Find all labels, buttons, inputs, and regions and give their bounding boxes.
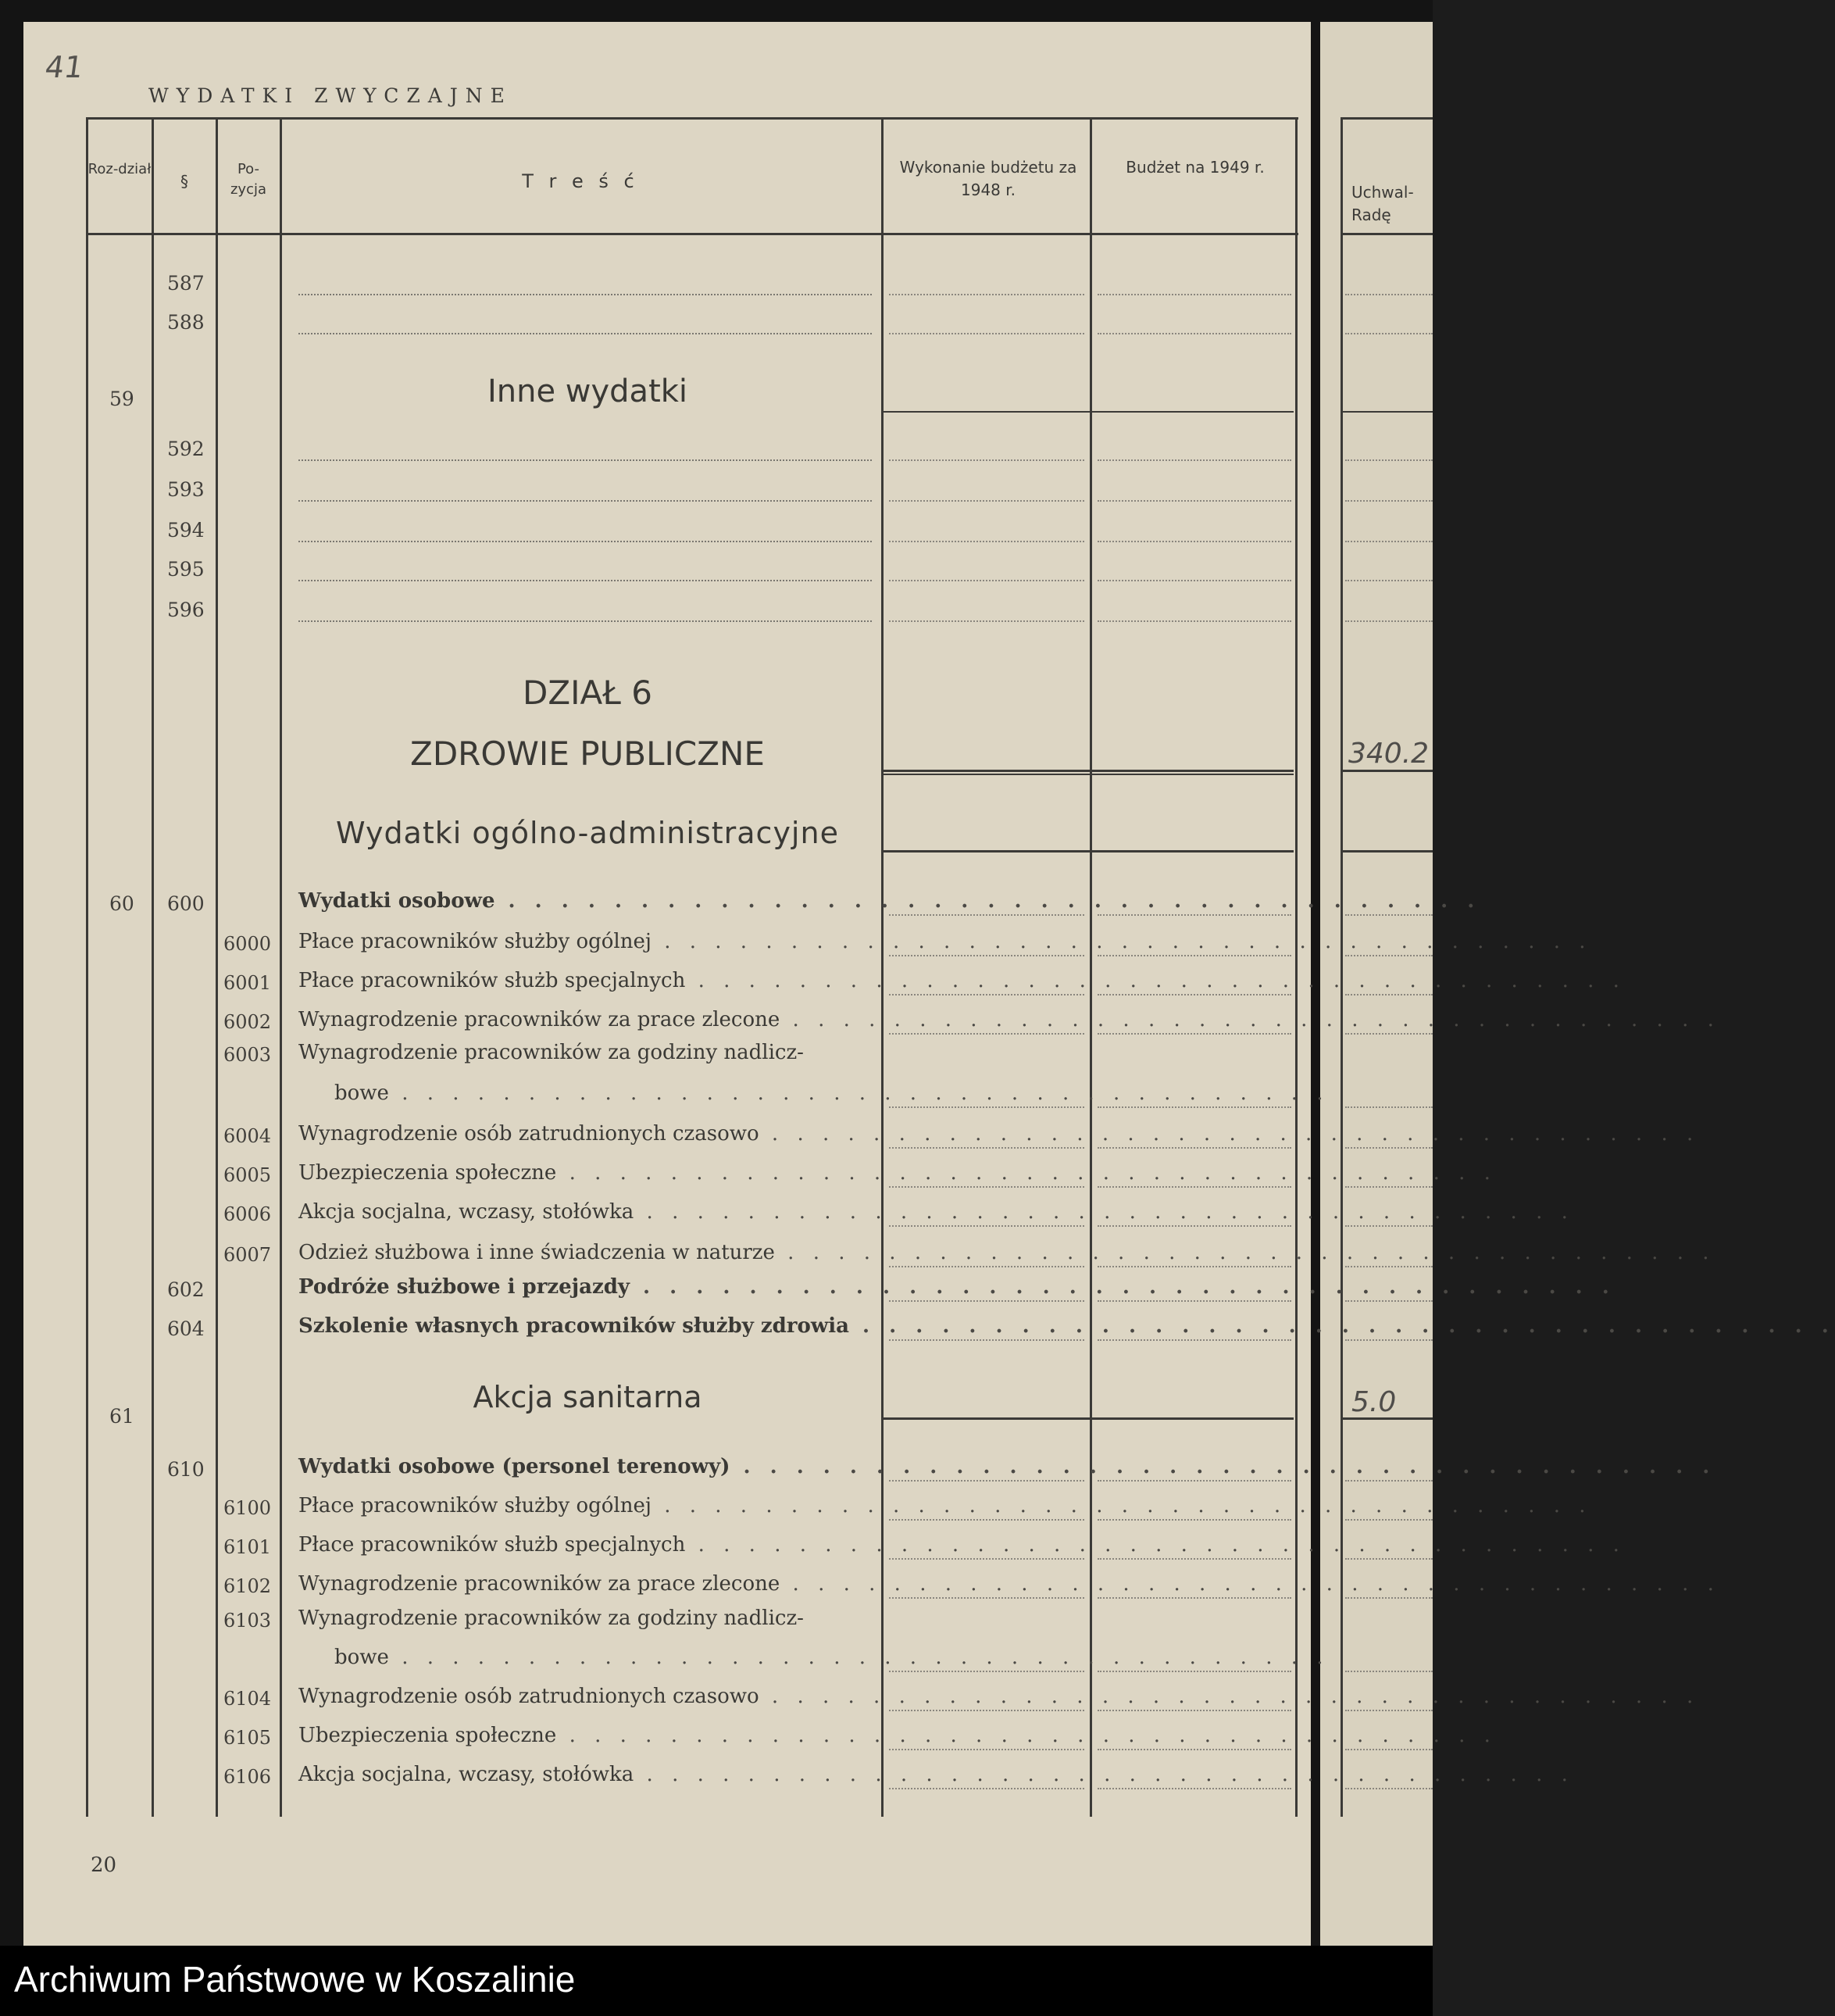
amount-dotted-line: [1345, 294, 1433, 295]
header-bottom-rule: [86, 233, 1298, 235]
amount-dotted-line: [1098, 1519, 1291, 1521]
position-number: 6103: [223, 1610, 272, 1632]
position-number: 6006: [223, 1203, 272, 1225]
amount-dotted-line: [1098, 1186, 1291, 1188]
amount-dotted-line: [1098, 1225, 1291, 1227]
amount-dotted-line: [1098, 459, 1291, 461]
amount-dotted-line: [1345, 1147, 1433, 1149]
chapter-number: 59: [109, 388, 134, 410]
amount-dotted-line: [1345, 500, 1433, 502]
table-row-label: Akcja socjalna, wczasy, stołówka . . . . . . . . . . . . . . . . . . . . . . . . . . . . . . . . . . . . .: [298, 1763, 1574, 1786]
header-budzet: Budżet na 1949 r.: [1126, 158, 1265, 177]
dotted-leader: [298, 620, 872, 622]
table-row-label: Płace pracowników służb specjalnych . . . . . . . . . . . . . . . . . . . . . . . . . . . . . . . . . . . . .: [298, 969, 1626, 992]
chapter-number: 60: [109, 892, 134, 915]
paragraph-number: 588: [167, 311, 205, 334]
table-row-label: Wydatki osobowe (personel terenowy) . . . . . . . . . . . . . . . . . . . . . . . . . . . . . . . . . . . . .: [298, 1455, 1716, 1478]
paragraph-number: 596: [167, 599, 205, 621]
amount-dotted-line: [889, 1710, 1084, 1711]
dotted-leader: [298, 333, 872, 334]
amount-dotted-line: [889, 1266, 1084, 1267]
header-tresc: T r e ś ć: [522, 170, 639, 192]
table-row-label: Podróże służbowe i przejazdy . . . . . . . . . . . . . . . . . . . . . . . . . . . . . . . . . . . . .: [298, 1275, 1615, 1299]
amount-dotted-line: [1098, 1266, 1291, 1267]
position-number: 6100: [223, 1497, 272, 1519]
amount-dotted-line: [1345, 955, 1433, 956]
amount-dotted-line: [1098, 580, 1291, 581]
position-number: 6004: [223, 1125, 272, 1147]
position-number: 6002: [223, 1011, 272, 1033]
amount-dotted-line: [1345, 1558, 1433, 1560]
amount-dotted-line: [1345, 1225, 1433, 1227]
amount-dotted-line: [889, 459, 1084, 461]
table-row-label: Wynagrodzenie pracowników za prace zlecone . . . . . . . . . . . . . . . . . . . . . . . . . . . . . . . . . . . . .: [298, 1572, 1720, 1596]
column-rule-budzet: [1295, 117, 1298, 1817]
paragraph-number: 594: [167, 519, 205, 542]
amount-dotted-line: [1345, 1300, 1433, 1302]
amount-dotted-line: [1345, 620, 1433, 622]
position-number: 6003: [223, 1044, 272, 1066]
paragraph-number: 587: [167, 272, 205, 295]
amount-dotted-line: [1345, 1519, 1433, 1521]
amount-dotted-line: [1098, 1480, 1291, 1482]
amount-dotted-line: [1345, 1339, 1433, 1341]
amount-dotted-line: [1098, 1300, 1291, 1302]
amount-dotted-line: [889, 1480, 1084, 1482]
amount-dotted-line: [1098, 1788, 1291, 1789]
amount-dotted-line: [1345, 1597, 1433, 1599]
dotted-leader: [298, 459, 872, 461]
dotted-leader: [298, 580, 872, 581]
amount-dotted-line: [889, 1339, 1084, 1341]
column-rule-paragraf: [216, 117, 218, 1817]
amount-dotted-line: [889, 500, 1084, 502]
amount-dotted-line: [889, 1106, 1084, 1108]
amount-dotted-line: [889, 1225, 1084, 1227]
amount-dotted-line: [1345, 914, 1433, 916]
amount-dotted-line: [889, 620, 1084, 622]
table-top-rule: [86, 117, 1298, 120]
section-rule: [1342, 770, 1433, 772]
table-row-label: bowe . . . . . . . . . . . . . . . . . . . . . . . . . . . . . . . . . . . . .: [334, 1081, 1330, 1105]
header-uchwal: Uchwal- Radę: [1351, 183, 1414, 224]
amount-dotted-line: [1098, 1671, 1291, 1672]
position-number: 6101: [223, 1536, 272, 1558]
column-rule-pozycja: [280, 117, 282, 1817]
amount-dotted-line: [1098, 955, 1291, 956]
position-number: 6001: [223, 972, 272, 994]
section-rule: [883, 1417, 1294, 1420]
section-heading-dzial: DZIAŁ 6: [523, 674, 652, 712]
amount-dotted-line: [1098, 1597, 1291, 1599]
handwritten-folio-number: 41: [42, 50, 86, 84]
amount-dotted-line: [1098, 1147, 1291, 1149]
paragraph-number: 610: [167, 1458, 205, 1481]
table-row-label: Płace pracowników służby ogólnej . . . . . . . . . . . . . . . . . . . . . . . . . . . . . . . . . . . . .: [298, 930, 1592, 953]
column-rule-tresc: [881, 117, 884, 1817]
header-rozdzial: Roz-dział: [87, 161, 152, 177]
paragraph-number: 600: [167, 892, 205, 915]
column-rule-left: [86, 117, 88, 1817]
amount-dotted-line: [1098, 541, 1291, 542]
section-rule: [1342, 850, 1433, 853]
amount-dotted-line: [889, 1300, 1084, 1302]
pencil-note: 5.0: [1351, 1386, 1397, 1418]
position-number: 6007: [223, 1244, 272, 1266]
amount-dotted-line: [889, 1147, 1084, 1149]
table-row-label: Wydatki osobowe . . . . . . . . . . . . . . . . . . . . . . . . . . . . . . . . . . . . .: [298, 889, 1481, 913]
section-rule: [883, 774, 1294, 775]
archive-caption: Archiwum Państwowe w Koszalinie: [14, 1959, 576, 2000]
amount-dotted-line: [1098, 1558, 1291, 1560]
amount-dotted-line: [889, 333, 1084, 334]
section-rule: [883, 850, 1294, 853]
amount-dotted-line: [889, 294, 1084, 295]
section-heading-inne: Inne wydatki: [487, 374, 688, 409]
position-number: 6000: [223, 933, 272, 955]
section-rule: [883, 411, 1294, 413]
table-row-label: Wynagrodzenie osób zatrudnionych czasowo . . . . . . . . . . . . . . . . . . . . . . . . . . . . . . . . . . . . .: [298, 1685, 1700, 1708]
amount-dotted-line: [1098, 500, 1291, 502]
header-wykonanie: Wykonanie budżetu za 1948 r.: [899, 158, 1077, 199]
page-number: 20: [91, 1853, 117, 1877]
section-rule: [883, 770, 1294, 772]
table-row-label: Wynagrodzenie osób zatrudnionych czasowo . . . . . . . . . . . . . . . . . . . . . . . . . . . . . . . . . . . . .: [298, 1122, 1700, 1146]
table-row-label: Odzież służbowa i inne świadczenia w naturze . . . . . . . . . . . . . . . . . . . . . . . . . . . . . . . . . . . . .: [298, 1241, 1715, 1264]
amount-dotted-line: [1098, 294, 1291, 295]
amount-dotted-line: [889, 914, 1084, 916]
paragraph-number: 602: [167, 1278, 205, 1301]
table-row-label: bowe . . . . . . . . . . . . . . . . . . . . . . . . . . . . . . . . . . . . .: [334, 1646, 1330, 1669]
amount-dotted-line: [889, 541, 1084, 542]
column-rule-rozdzial: [152, 117, 154, 1817]
column-rule-wykonanie: [1090, 117, 1092, 1817]
paragraph-number: 604: [167, 1317, 205, 1340]
amount-dotted-line: [1345, 1186, 1433, 1188]
chapter-number: 61: [109, 1405, 134, 1428]
amount-dotted-line: [889, 1033, 1084, 1035]
amount-dotted-line: [1345, 1671, 1433, 1672]
table-row-label: Szkolenie własnych pracowników służby zdrowia . . . . . . . . . . . . . . . . . . . . . . . . . . . . . . . . . . . . .: [298, 1314, 1835, 1338]
next-page-top-rule: [1341, 117, 1433, 120]
amount-dotted-line: [1345, 1033, 1433, 1035]
table-row-label: Ubezpieczenia społeczne . . . . . . . . . . . . . . . . . . . . . . . . . . . . . . . . . . . . .: [298, 1161, 1497, 1185]
amount-dotted-line: [1345, 541, 1433, 542]
paragraph-number: 593: [167, 478, 205, 501]
amount-dotted-line: [1098, 994, 1291, 995]
table-row-label: Akcja socjalna, wczasy, stołówka . . . . . . . . . . . . . . . . . . . . . . . . . . . . . . . . . . . . .: [298, 1200, 1574, 1224]
archive-caption-bar: [0, 1946, 1433, 2016]
amount-dotted-line: [1345, 1710, 1433, 1711]
header-paragraf: §: [180, 172, 188, 191]
amount-dotted-line: [1098, 914, 1291, 916]
amount-dotted-line: [1345, 580, 1433, 581]
paragraph-number: 595: [167, 558, 205, 581]
position-number: 6102: [223, 1575, 272, 1597]
position-number: 6104: [223, 1688, 272, 1710]
amount-dotted-line: [889, 955, 1084, 956]
table-row-label: Wynagrodzenie pracowników za godziny nadlicz-: [298, 1607, 804, 1630]
table-row-label: Wynagrodzenie pracowników za prace zlecone . . . . . . . . . . . . . . . . . . . . . . . . . . . . . . . . . . . . .: [298, 1008, 1720, 1031]
table-row-label: Wynagrodzenie pracowników za godziny nadlicz-: [298, 1041, 804, 1064]
amount-dotted-line: [1345, 1749, 1433, 1750]
amount-dotted-line: [889, 580, 1084, 581]
dotted-leader: [298, 294, 872, 295]
amount-dotted-line: [1098, 1339, 1291, 1341]
amount-dotted-line: [889, 1186, 1084, 1188]
amount-dotted-line: [889, 1788, 1084, 1789]
amount-dotted-line: [1345, 994, 1433, 995]
position-number: 6105: [223, 1727, 272, 1749]
amount-dotted-line: [1345, 459, 1433, 461]
amount-dotted-line: [1345, 333, 1433, 334]
table-row-label: Ubezpieczenia społeczne . . . . . . . . . . . . . . . . . . . . . . . . . . . . . . . . . . . . .: [298, 1724, 1497, 1747]
paragraph-number: 592: [167, 438, 205, 460]
amount-dotted-line: [1098, 1749, 1291, 1750]
amount-dotted-line: [889, 1519, 1084, 1521]
pencil-note: 340.2: [1348, 738, 1430, 770]
column-rule-next-page: [1341, 117, 1343, 1817]
amount-dotted-line: [1098, 1106, 1291, 1108]
table-row-label: Płace pracowników służb specjalnych . . . . . . . . . . . . . . . . . . . . . . . . . . . . . . . . . . . . .: [298, 1533, 1626, 1557]
amount-dotted-line: [1098, 1033, 1291, 1035]
amount-dotted-line: [889, 1558, 1084, 1560]
amount-dotted-line: [1098, 1710, 1291, 1711]
amount-dotted-line: [1098, 620, 1291, 622]
amount-dotted-line: [889, 1671, 1084, 1672]
section-heading-zdrowie: ZDROWIE PUBLICZNE: [410, 735, 765, 773]
section-heading-akcja: Akcja sanitarna: [473, 1380, 702, 1414]
dotted-leader: [298, 500, 872, 502]
amount-dotted-line: [1345, 1266, 1433, 1267]
amount-dotted-line: [889, 1597, 1084, 1599]
amount-dotted-line: [1098, 333, 1291, 334]
amount-dotted-line: [1345, 1480, 1433, 1482]
position-number: 6005: [223, 1164, 272, 1186]
position-number: 6106: [223, 1766, 272, 1788]
header-pozycja: Po-zycja: [230, 161, 267, 198]
amount-dotted-line: [1345, 1788, 1433, 1789]
section-rule: [1342, 411, 1433, 413]
amount-dotted-line: [889, 1749, 1084, 1750]
amount-dotted-line: [1345, 1106, 1433, 1108]
amount-dotted-line: [889, 994, 1084, 995]
running-head: WYDATKI ZWYCZAJNE: [148, 84, 512, 107]
dotted-leader: [298, 541, 872, 542]
section-heading-ogolno: Wydatki ogólno-administracyjne: [336, 816, 839, 850]
table-row-label: Płace pracowników służby ogólnej . . . . . . . . . . . . . . . . . . . . . . . . . . . . . . . . . . . . .: [298, 1494, 1592, 1517]
next-page-header-rule: [1341, 233, 1433, 235]
